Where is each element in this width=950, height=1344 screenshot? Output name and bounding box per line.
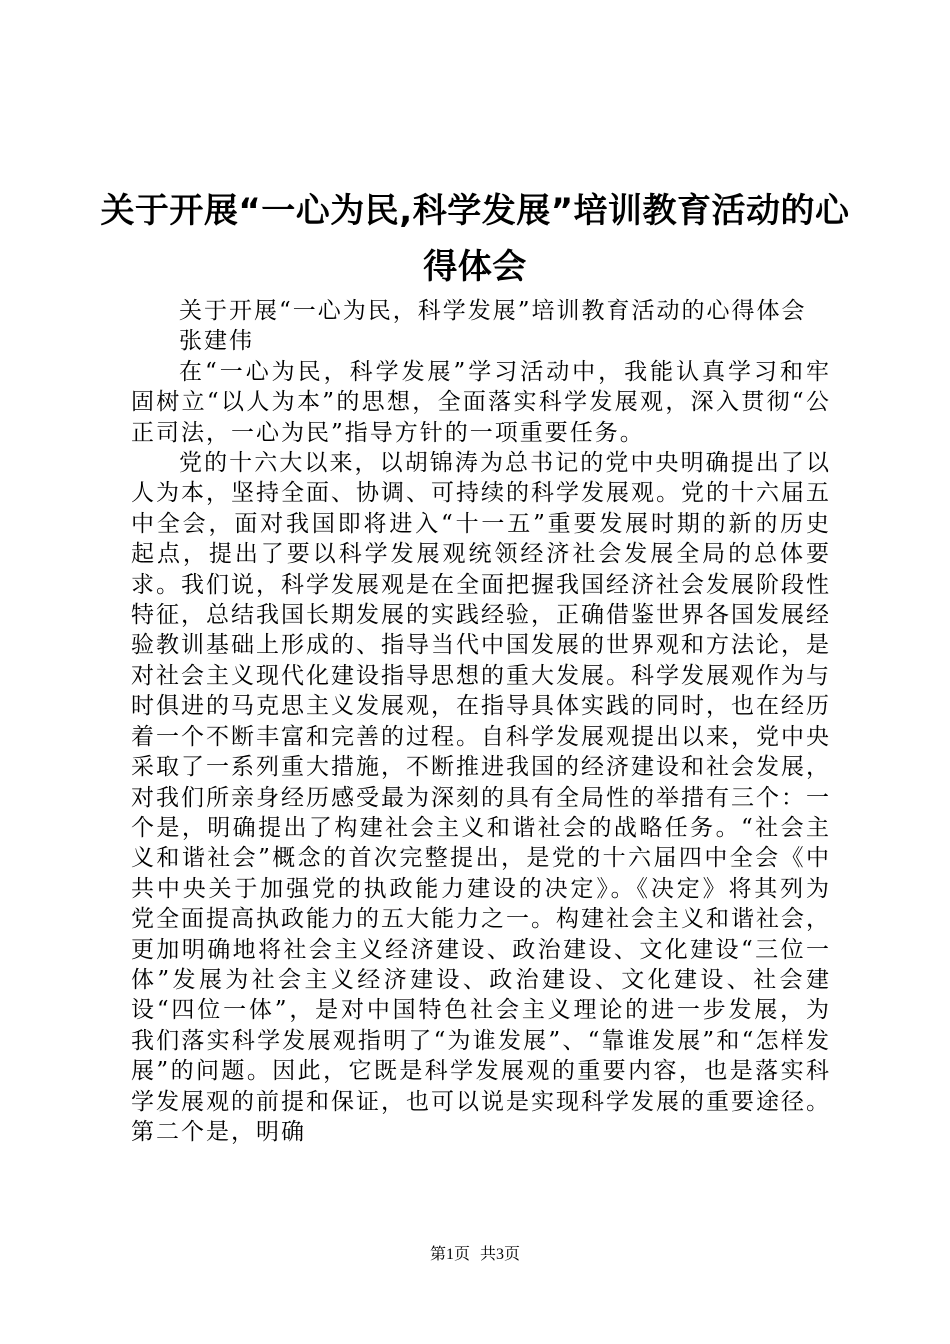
body-paragraph: 在“一心为民，科学发展”学习活动中，我能认真学习和牢固树立“以人为本”的思想，全面落实科学发展观，深入贯彻“公正司法，一心为民”指导方针的一项重要任务。 <box>131 358 831 446</box>
page-footer <box>0 1244 950 1266</box>
document-body <box>131 296 831 1147</box>
subtitle-paragraph: 关于开展“一心为民，科学发展”培训教育活动的心得体会 <box>179 298 807 324</box>
page-number: 第1页 <box>429 1246 470 1263</box>
page-title: 关于开展“一心为民,科学发展”培训教育活动的心得体会 <box>100 191 850 287</box>
body-paragraph: 党的十六大以来，以胡锦涛为总书记的党中央明确提出了以人为本，坚持全面、协调、可持续的科学发展观。党的十六届五中全会，面对我国即将进入“十一五”重要发展时期的新的历史起点，提出了要以科学发展观统领经济社会发展全局的总体要求。我们说，科学发展观是在全面把握我国经济社会发展阶段性特征，总结我国长期发展的实践经验，正确借鉴世界各国发展经验教训基础上形成的、指导当代中国发展的世界观和方法论，是对社会主义现代化建设指导思想的重大发展。科学发展观作为与时俱进的马克思主义发展观，在指导具体实践的同时，也在经历着一个不断丰富和完善的过程。自科学发展观提出以来，党中央采取了一系列重大措施，不断推进我国的经济建设和社会发展，对我们所亲身经历感受最为深刻的具有全局性的举措有三个：一个是，明确提出了构建社会主义和谐社会的战略任务。“社会主义和谐社会”概念的首次完整提出，是党的十六届四中全会《中共中央关于加强党的执政能力建设的决定》。《决定》将其列为党全面提高执政能力的五大能力之一。构建社会主义和谐社会，更加明确地将社会主义经济建设、政治建设、文化建设“三位一体”发展为社会主义经济建设、政治建设、文化建设、社会建设“四位一体”，是对中国特色社会主义理论的进一步发展，为我们落实科学发展观指明了“为谁发展”、“靠谁发展”和“怎样发展”的问题。因此，它既是科学发展观的重要内容，也是落实科学发展观的前提和保证，也可以说是实现科学发展的重要途径。第二个是，明确 <box>131 450 831 1145</box>
page-total: 共3页 <box>480 1246 521 1263</box>
author-line: 张建伟 <box>179 328 254 355</box>
